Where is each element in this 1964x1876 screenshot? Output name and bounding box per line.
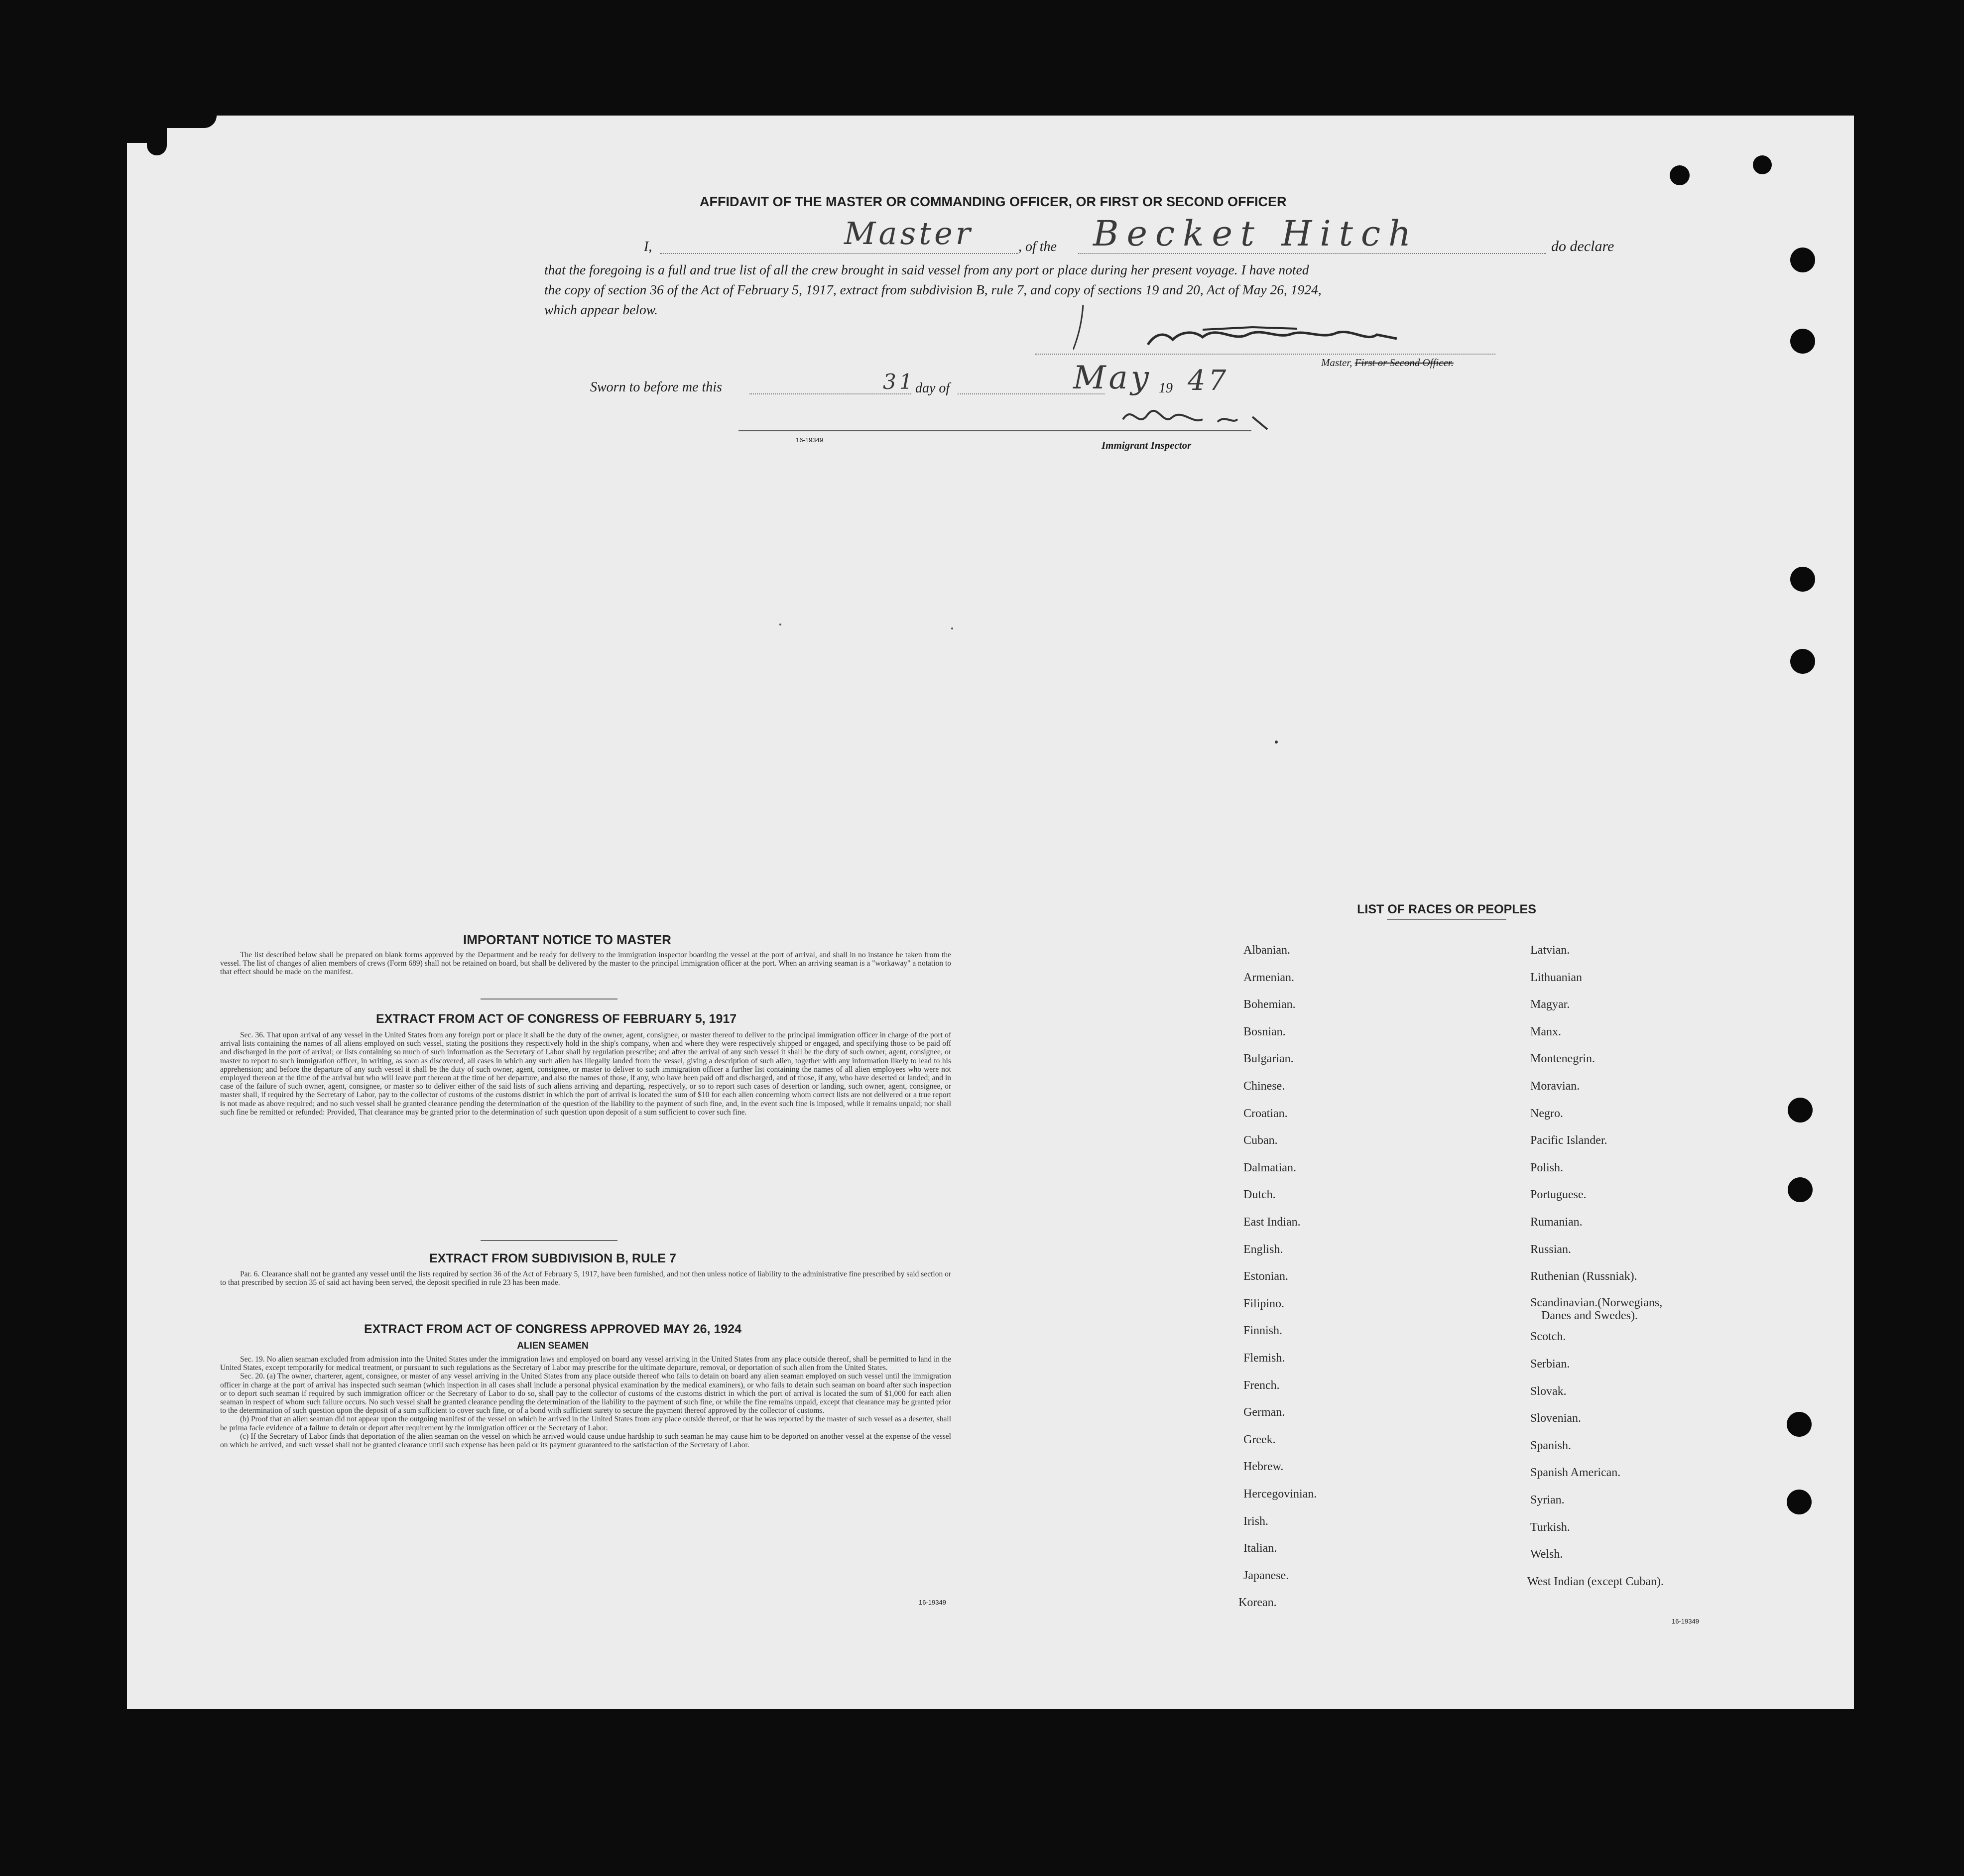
- extract-1924-title: EXTRACT FROM ACT OF CONGRESS APPROVED MAY 26, 1924: [364, 1322, 742, 1336]
- vessel-handwritten: Becket Hitch: [1093, 213, 1419, 254]
- sec-20c-paragraph: (c) If the Secretary of Labor finds that deportation of the alien seaman on the vessel on which he arrived would cause undue hardship to such seaman he may cause him to be deported on another vessel at the expense of the vessel on which he arrived, and such vessel shall not be granted clearance until such expense has been paid or its payment guaranteed to the satisfaction of the Secretary of Labor.: [220, 1432, 951, 1450]
- race-item: Lithuanian: [1530, 971, 1582, 984]
- officer-blank: [660, 253, 1018, 254]
- affidavit-title: AFFIDAVIT OF THE MASTER OR COMMANDING OFFICER, OR FIRST OR SECOND OFFICER: [700, 194, 1287, 209]
- sec-20b-paragraph: (b) Proof that an alien seaman did not appear upon the outgoing manifest of the vessel on which he arrived in the United States from any place outside thereof, or that he was reported by the master of such vessel as a deserter, shall be prima facie evidence of a failure to detain or deport after requirement by the immigration officer or the Secretary of Labor.: [220, 1415, 951, 1432]
- race-item: Greek.: [1243, 1433, 1276, 1446]
- race-item: Croatian.: [1243, 1107, 1288, 1120]
- affidavit-body-line: which appear below.: [544, 302, 658, 317]
- race-item: Turkish.: [1530, 1520, 1570, 1534]
- separator: [1387, 919, 1506, 920]
- race-item: Moravian.: [1530, 1080, 1580, 1093]
- punch-hole: [1670, 165, 1690, 185]
- race-item: Albanian.: [1243, 944, 1290, 957]
- race-item: Danes and Swedes).: [1541, 1309, 1638, 1322]
- speck: [951, 627, 953, 629]
- affidavit-declare: do declare: [1551, 238, 1614, 254]
- sworn-month-handwritten: May: [1073, 360, 1152, 396]
- race-item: Negro.: [1530, 1107, 1563, 1120]
- races-title: LIST OF RACES OR PEOPLES: [1357, 902, 1536, 916]
- race-item: Estonian.: [1243, 1270, 1288, 1283]
- race-item: Rumanian.: [1530, 1216, 1583, 1229]
- race-item: Latvian.: [1530, 944, 1570, 957]
- race-item: Manx.: [1530, 1025, 1561, 1038]
- officer-handwritten: Master: [844, 215, 974, 251]
- race-item: East Indian.: [1243, 1216, 1301, 1229]
- race-item: West Indian (except Cuban).: [1527, 1575, 1664, 1588]
- separator: [481, 1240, 617, 1241]
- race-item: Welsh.: [1530, 1548, 1563, 1561]
- race-item: Serbian.: [1530, 1358, 1570, 1371]
- affidavit-body-line: the copy of section 36 of the Act of February 5, 1917, extract from subdivision B, rule 7, and copy of sections 19 and 20, Act of May 26, 1924,: [544, 282, 1322, 297]
- race-item: Bosnian.: [1243, 1025, 1286, 1038]
- race-item: Korean.: [1238, 1596, 1277, 1610]
- punch-hole: [1787, 1490, 1812, 1514]
- extract-1924-text: [220, 1355, 951, 1449]
- race-item: Flemish.: [1243, 1352, 1285, 1365]
- race-item: Cuban.: [1243, 1134, 1278, 1147]
- notice-title: IMPORTANT NOTICE TO MASTER: [463, 932, 671, 947]
- race-item: Spanish.: [1530, 1439, 1572, 1452]
- punch-hole: [1753, 155, 1772, 174]
- race-item: Filipino.: [1243, 1297, 1285, 1310]
- race-item: Scotch.: [1530, 1330, 1566, 1344]
- race-item: Pacific Islander.: [1530, 1134, 1607, 1147]
- race-item: Japanese.: [1243, 1569, 1289, 1582]
- race-item: English.: [1243, 1243, 1283, 1256]
- race-item: Irish.: [1243, 1514, 1268, 1528]
- affidavit-of-the: , of the: [1018, 239, 1057, 254]
- affidavit-form-number: 16-19349: [796, 436, 823, 444]
- race-item: Hebrew.: [1243, 1460, 1284, 1474]
- race-item: Armenian.: [1243, 971, 1294, 984]
- race-item: German.: [1243, 1406, 1285, 1419]
- extract-1924-subtitle: ALIEN SEAMEN: [517, 1341, 589, 1351]
- punch-hole: [1790, 329, 1815, 354]
- race-item: Bohemian.: [1243, 998, 1296, 1011]
- sec-20a-paragraph: Sec. 20. (a) The owner, charterer, agent, consignee, or master of any vessel arriving in the United States from any place outside thereof who fails to detain on board any alien seaman employed on such vessel until the immigration officer in charge at the port of arrival has inspected such seaman (which inspection in all cases shall include a personal physical examination by the medical examiners), or who fails to detain such seaman on board after such inspection or to deport such seaman if required by such immigration officer or the Secretary of Labor to do so, shall pay to the collector of customs of the customs district in which the port of arrival is located the sum of $1,000 for each alien seaman in respect of whom such failure occurs. No such vessel shall be granted clearance pending the determination of the liability to the payment of such fine, or while the fine remains unpaid, except that clearance may be granted prior to the determination of such question upon the deposit of a sum sufficient to cover such fine, or of a bond with sufficient surety to secure the payment thereof approved by the collector of customs.: [220, 1372, 951, 1415]
- separator: [481, 999, 617, 1000]
- inspector-caption: Immigrant Inspector: [1102, 439, 1192, 451]
- race-item: Portuguese.: [1530, 1188, 1587, 1202]
- race-item: French.: [1243, 1378, 1280, 1392]
- race-item: Finnish.: [1243, 1324, 1283, 1338]
- master-signature: [1073, 300, 1481, 360]
- speck: [779, 624, 781, 625]
- race-item: Scandinavian.(Norwegians,: [1530, 1296, 1663, 1309]
- punch-hole: [1788, 1098, 1813, 1123]
- race-item: Italian.: [1243, 1542, 1277, 1555]
- punch-hole: [1790, 248, 1815, 272]
- rule7-paragraph: Par. 6. Clearance shall not be granted any vessel until the lists required by section 36 of the Act of February 5, 1917, have been furnished, and not then unless notice of liability to the administrative fine prescribed by said section or to that prescribed by section 35 of said act having been served, the deposit specified in rule 23 has been made.: [220, 1270, 951, 1287]
- sworn-year-handwritten: 47: [1188, 365, 1229, 397]
- notice-paragraph: The list described below shall be prepared on blank forms approved by the Department and be ready for delivery to the immigration inspector boarding the vessel at the port of arrival, and shall in no instance be taken from the vessel. The list of changes of alien members of crews (Form 689) shall not be retained on board, but shall be delivered by the master to the principal immigration officer at the port. When an arriving seaman is a "workaway" a notation to that effect should be made on the manifest.: [220, 951, 951, 977]
- affidavit-i: I,: [644, 239, 652, 254]
- signature-caption: [1321, 357, 1454, 369]
- rule7-title: EXTRACT FROM SUBDIVISION B, RULE 7: [429, 1251, 676, 1265]
- race-item: Montenegrin.: [1530, 1052, 1595, 1066]
- speck: [1275, 741, 1278, 744]
- punch-hole: [1787, 1412, 1812, 1437]
- sec-19-paragraph: Sec. 19. No alien seaman excluded from admission into the United States under the immigration laws and employed on board any vessel arriving in the United States from any place outside thereof, shall be permitted to land in the United States, except temporarily for medical treatment, or pursuant to such regulations as the Secretary of Labor may prescribe for the ultimate departure, removal, or deportation of such alien from the United States.: [220, 1355, 951, 1373]
- race-item: Slovenian.: [1530, 1412, 1581, 1425]
- race-item: Magyar.: [1530, 998, 1570, 1011]
- race-item: Slovak.: [1530, 1384, 1567, 1398]
- affidavit-body-line: that the foregoing is a full and true list of all the crew brought in said vessel from any port or place during her present voyage. I have noted: [544, 262, 1309, 277]
- notice-text: [220, 951, 951, 977]
- race-item: Russian.: [1530, 1243, 1572, 1256]
- inspector-blank: [738, 430, 1251, 431]
- race-item: Dalmatian.: [1243, 1161, 1296, 1174]
- sworn-year-prefix: 19: [1159, 380, 1173, 396]
- punch-hole: [1788, 1177, 1813, 1202]
- sworn-prefix: Sworn to before me this: [590, 379, 722, 395]
- caption-struck-officer: First or Second Officer.: [1354, 357, 1454, 369]
- race-item: Syrian.: [1530, 1494, 1565, 1506]
- extract-1917-title: EXTRACT FROM ACT OF CONGRESS OF FEBRUARY 5, 1917: [376, 1012, 737, 1026]
- extract-1917-text: [220, 1031, 951, 1117]
- race-item: Hercegovinian.: [1243, 1488, 1317, 1501]
- sworn-day-label: day of: [915, 380, 950, 396]
- caption-master: Master,: [1321, 357, 1352, 369]
- race-item: Dutch.: [1243, 1188, 1276, 1202]
- punch-hole: [1790, 567, 1815, 592]
- race-item: Ruthenian (Russniak).: [1530, 1270, 1637, 1283]
- inspector-signature: [1118, 399, 1287, 434]
- punch-hole: [1790, 649, 1815, 674]
- race-item: Bulgarian.: [1243, 1052, 1294, 1066]
- race-item: Polish.: [1530, 1161, 1564, 1174]
- races-form-number: 16-19349: [1672, 1618, 1699, 1625]
- document-sheet: [127, 116, 1854, 1709]
- race-item: Chinese.: [1243, 1080, 1285, 1093]
- rule7-text: [220, 1270, 951, 1287]
- extract-form-number: 16-19349: [919, 1599, 946, 1606]
- sworn-day-handwritten: 31: [883, 370, 916, 394]
- extract-1917-paragraph: Sec. 36. That upon arrival of any vessel in the United States from any foreign port or place it shall be the duty of the owner, agent, consignee, or master thereof to deliver to the principal immigration officer in charge of the port of arrival lists containing the names of all aliens employed on such vessel, stating the positions they respectively hold in the ship's company, when and where they were respectively shipped or engaged, and specifying those to be paid off and discharged in the port of arrival; or lists containing so much of such information as the Secretary of Labor shall by regulation prescribe; and after the arrival of any such vessel it shall be the duty of such owner, agent, consignee, or master to report to such immigration officer, in writing, as soon as discovered, all cases in which any such alien has illegally landed from the vessel, giving a description of such alien, together with any information likely to lead to his apprehension; and before the departure of any such vessel it shall be the duty of such owner, agent, consignee, or master to deliver to such immigration officer a further list containing the names of all alien employees who were not employed thereon at the time of the arrival but who will leave port thereon at the time of her departure, and also the names of those, if any, who have been paid off and discharged, and of those, if any, who have deserted or landed; and in case of the failure of such owner, agent, consignee, or master so to deliver either of the said lists of such aliens arriving and departing, respectively, or so to report such cases of desertion or landing, such owner, agent, consignee, or master shall, if required by the Secretary of Labor, pay to the collector of customs of the customs district in which the port of arrival is located the sum of $10 for each alien concerning whom correct lists are not delivered or a true report is not made as above required; and no such vessel shall be granted clearance pending the determination of the question of the liability to the payment of such fine, and, in the event such fine is imposed, while it remains unpaid; nor shall such fine be remitted or refunded: Provided, That clearance may be granted prior to the determination of such question upon deposit of a sum sufficient to cover such fine.: [220, 1031, 951, 1117]
- torn-edge: [147, 125, 167, 155]
- race-item: Spanish American.: [1530, 1466, 1621, 1480]
- signature-blank: [1035, 354, 1495, 355]
